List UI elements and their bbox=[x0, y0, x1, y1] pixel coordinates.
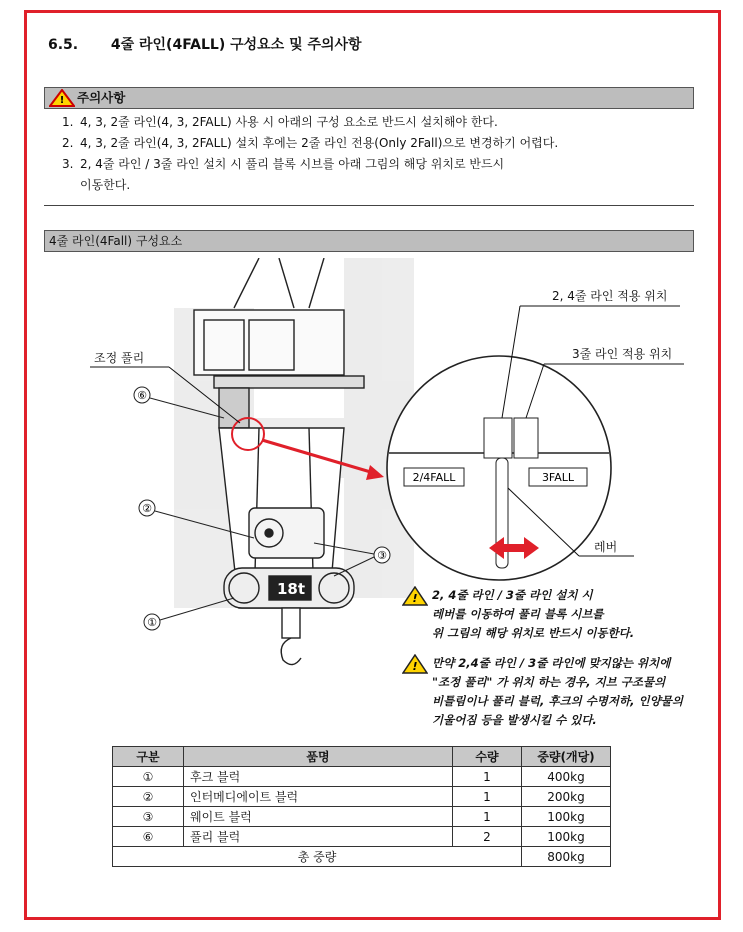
table-row: ⑥ 풀리 블럭 2 100kg bbox=[113, 827, 611, 847]
svg-text:!: ! bbox=[59, 95, 65, 106]
parts-table bbox=[112, 746, 611, 867]
caution-item: 2. 4, 3, 2줄 라인(4, 3, 2FALL) 설치 후에는 2줄 라인 전용(Only 2Fall)으로 변경하기 어렵다. bbox=[62, 136, 559, 150]
svg-text:①: ① bbox=[147, 616, 157, 629]
components-heading: 4줄 라인(4Fall) 구성요소 bbox=[49, 234, 183, 248]
svg-text:!: ! bbox=[412, 660, 418, 673]
table-row: ② 인터메디에이트 블럭 1 200kg bbox=[113, 787, 611, 807]
danger-note-1: ! 2, 4줄 라인 / 3줄 라인 설치 시 레버를 이동하여 풀리 블록 시브를 위 그림의 해당 위치로 반드시 이동한다. bbox=[432, 586, 634, 643]
section-title: 4줄 라인(4FALL) 구성요소 및 주의사항 bbox=[110, 37, 362, 53]
caution-list bbox=[52, 112, 692, 196]
caution-item: 1. 4, 3, 2줄 라인(4, 3, 2FALL) 사용 시 아래의 구성 요소로 반드시 설치해야 한다. bbox=[62, 115, 498, 129]
caution-item: 3. 2, 4줄 라인 / 3줄 라인 설치 시 풀리 블록 시브를 아래 그림의 해당 위치로 반드시 이동한다. bbox=[62, 157, 505, 192]
danger-icon bbox=[402, 654, 428, 676]
section-number: 6.5. bbox=[48, 37, 79, 53]
svg-text:!: ! bbox=[412, 592, 418, 605]
table-total-row bbox=[113, 847, 611, 867]
capacity-label: 18t bbox=[276, 580, 306, 598]
table-header-row: 구분 품명 수량 중량(개당) bbox=[113, 747, 611, 767]
caution-header bbox=[44, 87, 694, 109]
components-header bbox=[44, 230, 694, 252]
total-value: 800kg bbox=[522, 847, 611, 867]
caution-heading: 주의사항 bbox=[77, 90, 126, 105]
svg-text:③: ③ bbox=[377, 549, 387, 562]
tag-3fall: 3FALL bbox=[541, 471, 575, 484]
lever-label: 레버 bbox=[594, 540, 618, 554]
section-heading bbox=[48, 34, 362, 54]
divider bbox=[44, 205, 694, 206]
position-24-label: 2, 4줄 라인 적용 위치 bbox=[552, 289, 668, 303]
total-label: 총 중량 bbox=[113, 847, 522, 867]
danger-note-2: ! 만약 2,4줄 라인 / 3줄 라인에 맞지않는 위치에 "조정 풀리" 가 위치 하는 경우, 지브 구조물의 비틀림이나 풀리 블럭, 후크의 수명저하, 인양물의 기울어짐 등을 발생시킬 수 있다. bbox=[432, 654, 683, 730]
danger-icon bbox=[402, 586, 428, 608]
table-row: ① 후크 블럭 1 400kg bbox=[113, 767, 611, 787]
adjust-pulley-label: 조정 풀리 bbox=[94, 351, 145, 365]
position-3-label: 3줄 라인 적용 위치 bbox=[572, 347, 673, 361]
svg-text:②: ② bbox=[142, 502, 152, 515]
svg-text:⑥: ⑥ bbox=[137, 389, 147, 402]
tag-24fall: 2/4FALL bbox=[412, 471, 456, 484]
caution-icon bbox=[49, 89, 75, 108]
table-row: ③ 웨이트 블럭 1 100kg bbox=[113, 807, 611, 827]
